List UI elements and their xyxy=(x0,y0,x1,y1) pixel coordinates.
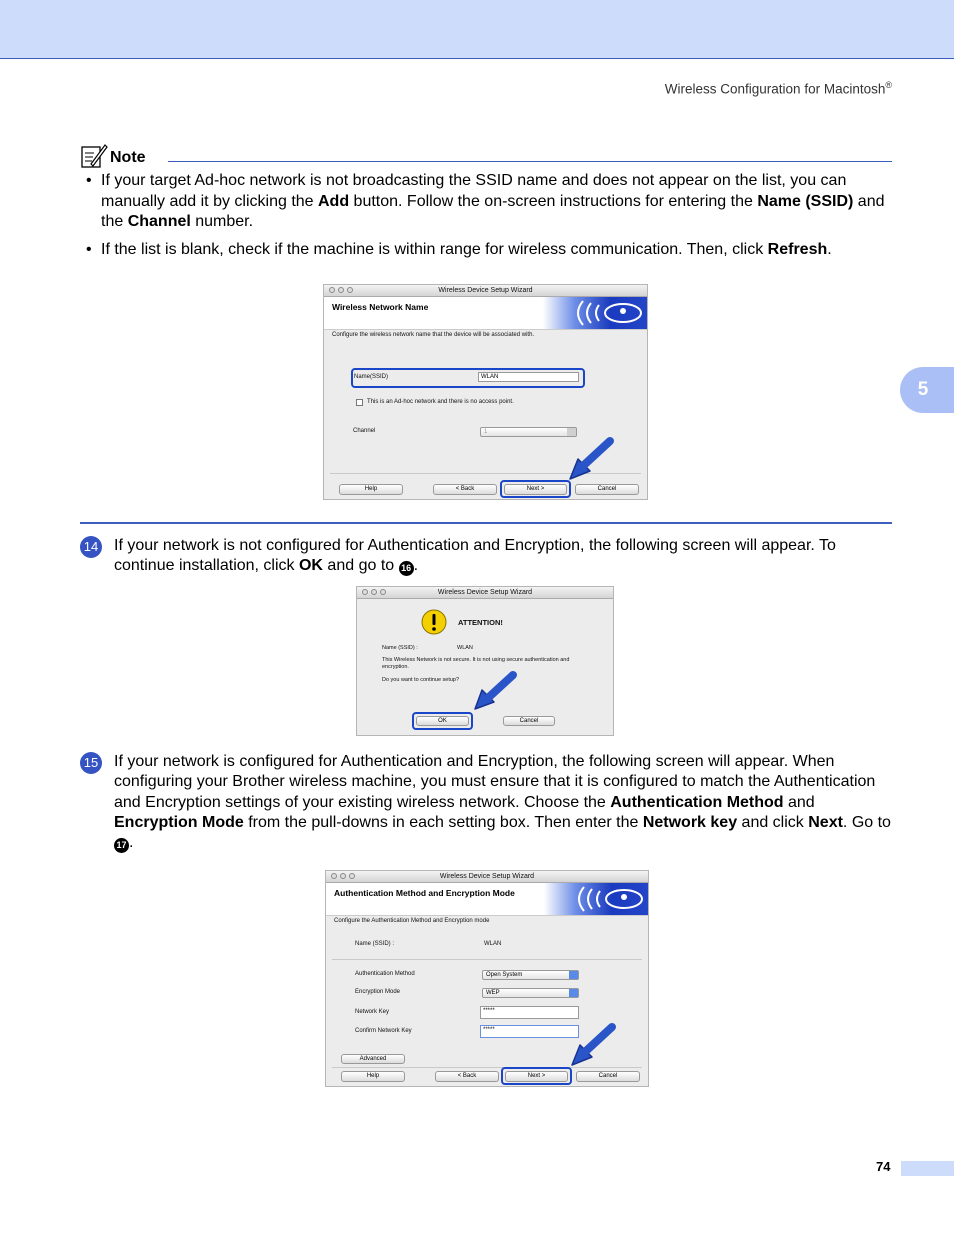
ssid-value: WLAN xyxy=(484,941,502,947)
page-number: 74 xyxy=(876,1159,891,1174)
help-button[interactable]: Help xyxy=(341,1071,405,1082)
step-14: 14 If your network is not configured for Authentication and Encryption, the following screen will appear. To continue installation, click OK and go to 16 . xyxy=(80,536,892,577)
ssid-input[interactable]: WLAN xyxy=(478,372,579,382)
continue-question: Do you want to continue setup? xyxy=(382,677,460,683)
wizard-description: Configure the Authentication Method and Encryption mode xyxy=(334,918,490,924)
warning-icon xyxy=(421,609,447,635)
note-rule xyxy=(168,161,892,162)
screenshot-wireless-network-name xyxy=(323,284,648,500)
pointer-arrow-icon xyxy=(473,671,517,711)
ssid-label: Name (SSID) : xyxy=(355,941,395,947)
back-button[interactable]: < Back xyxy=(435,1071,499,1082)
step-ref-badge: 16 xyxy=(399,561,414,576)
step-number-badge: 14 xyxy=(80,536,102,558)
footer-band xyxy=(901,1161,954,1176)
window-titlebar: Wireless Device Setup Wizard xyxy=(324,285,647,297)
step-number-badge: 15 xyxy=(80,752,102,774)
auth-method-label: Authentication Method xyxy=(355,971,415,977)
encryption-mode-select[interactable]: WEP xyxy=(482,988,579,998)
network-key-input[interactable]: ***** xyxy=(480,1006,579,1019)
wireless-logo-icon xyxy=(543,297,647,329)
window-titlebar: Wireless Device Setup Wizard xyxy=(357,587,613,599)
help-button[interactable]: Help xyxy=(339,484,403,495)
wizard-header: Wireless Network Name xyxy=(324,297,647,330)
step-ref-badge: 17 xyxy=(114,838,129,853)
cancel-button[interactable]: Cancel xyxy=(576,1071,640,1082)
channel-label: Channel xyxy=(353,428,376,434)
section-rule xyxy=(80,522,892,524)
insecure-message: This Wireless Network is not secure. It is not using secure authentication and encryption. xyxy=(382,657,570,670)
chapter-tab: 5 xyxy=(900,367,954,413)
ssid-label: Name(SSID) xyxy=(354,374,389,380)
wireless-logo-icon xyxy=(544,883,648,915)
auth-method-select[interactable]: Open System xyxy=(482,970,579,980)
attention-heading: ATTENTION! xyxy=(458,618,503,627)
next-button[interactable]: Next > xyxy=(505,1071,568,1082)
separator xyxy=(332,1067,642,1068)
pointer-arrow-icon xyxy=(570,1023,616,1067)
adhoc-checkbox[interactable] xyxy=(356,399,363,406)
network-key-label: Network Key xyxy=(355,1009,390,1015)
note-label: Note xyxy=(110,149,146,166)
step-15: 15 If your network is configured for Authentication and Encryption, the following screen will appear. When configuring your Brother wireless machine, you must ensure that it is configured to match the Authentication and Encryption settings of your existing wireless network. Choose the Authentication Method and Encryption Mode from the pull-downs in each setting box. Then enter the Network key and click Next. Go to 17 . xyxy=(80,752,892,853)
cancel-button[interactable]: Cancel xyxy=(575,484,639,495)
confirm-key-label: Confirm Network Key xyxy=(355,1028,412,1034)
wizard-description: Configure the wireless network name that the device will be associated with. xyxy=(332,332,535,338)
screenshot-attention xyxy=(356,586,614,736)
adhoc-label: This is an Ad-hoc network and there is no access point. xyxy=(367,399,514,405)
cancel-button[interactable]: Cancel xyxy=(503,716,555,726)
channel-select[interactable]: 1 xyxy=(480,427,577,437)
separator xyxy=(332,959,642,960)
ssid-label: Name (SSID) : xyxy=(382,645,418,651)
ok-button[interactable]: OK xyxy=(416,716,469,726)
note-pencil-icon xyxy=(80,143,108,169)
screenshot-auth-encryption xyxy=(325,870,649,1087)
note-bullet-2: • If the list is blank, check if the machine is within range for wireless communication. Then, click Refresh. xyxy=(86,241,832,258)
advanced-button[interactable]: Advanced xyxy=(341,1054,405,1064)
confirm-key-input[interactable]: ***** xyxy=(480,1025,579,1038)
encryption-mode-label: Encryption Mode xyxy=(355,989,401,995)
ssid-value: WLAN xyxy=(457,645,473,651)
wizard-header: Authentication Method and Encryption Mode xyxy=(326,883,648,916)
note-header xyxy=(80,143,892,165)
next-button[interactable]: Next > xyxy=(504,484,567,495)
back-button[interactable]: < Back xyxy=(433,484,497,495)
note-bullet-1: • If your target Ad-hoc network is not broadcasting the SSID name and does not appear on the list, you can manually add it by clicking the Add button. Follow the on-screen instructions for entering the Name (SSID) and the Channel number. xyxy=(86,172,885,230)
pointer-arrow-icon xyxy=(568,437,614,481)
window-titlebar: Wireless Device Setup Wizard xyxy=(326,871,648,883)
running-head: Wireless Configuration for Macintosh® xyxy=(664,80,892,97)
top-band xyxy=(0,0,954,59)
